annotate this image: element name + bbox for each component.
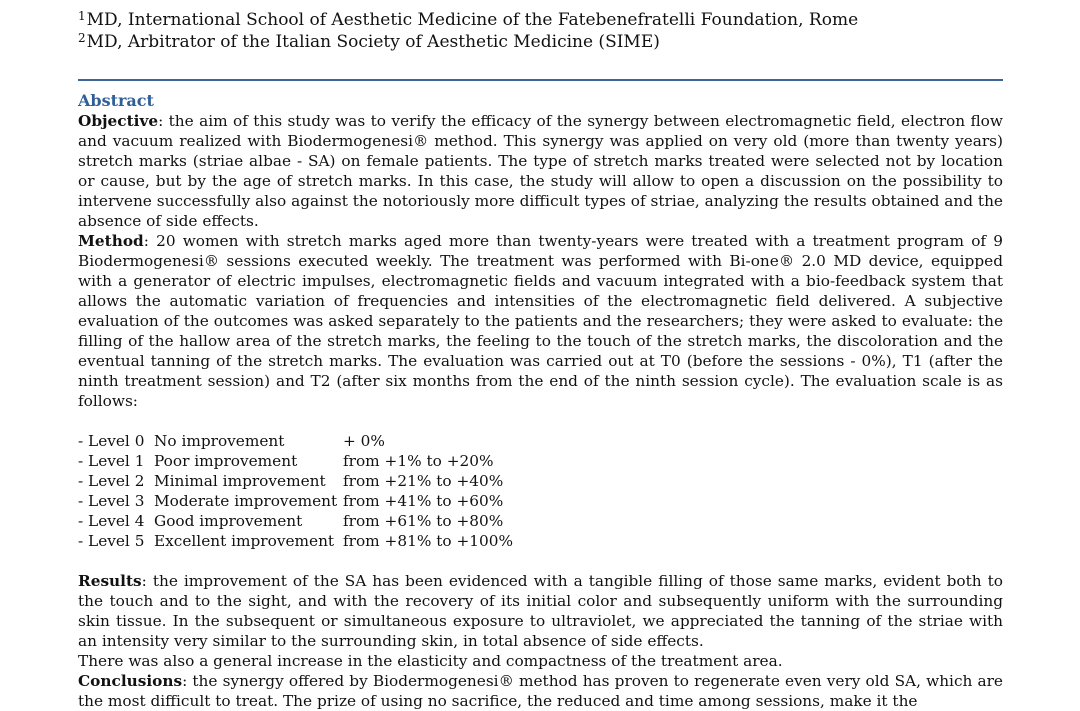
level-cell: - Level 2 — [78, 472, 145, 490]
affiliation-text: MD, Arbitrator of the Italian Society of Aesthetic Medicine (SIME) — [86, 32, 660, 52]
affiliation-2 — [78, 28, 660, 53]
conclusions-text: : the synergy offered by Biodermogenesi® method has proven to regenerate even very old SA, which are the most difficult to treat. The prize of using no sacrifice, the reduced and time among sessions, make it the — [78, 672, 1003, 710]
section-divider — [78, 79, 1003, 81]
conclusions-label: Conclusions — [78, 672, 183, 690]
description-cell: Good improvement — [154, 512, 303, 530]
method-paragraph — [78, 231, 1003, 411]
range-cell: from +61% to +80% — [343, 512, 504, 530]
affiliation-marker: 2 — [78, 31, 86, 45]
table-row — [78, 491, 513, 511]
objective-text: : the aim of this study was to verify the efficacy of the synergy between electromagnetic field, electron flow and vacuum realized with Biodermogenesi® method. This synergy was applied on very old (more than twenty years) stretch marks (striae albae - SA) on female patients. The type of stretch marks treated were selected not by location or cause, but by the age of stretch marks. In this case, the study will allow to open a discussion on the possibility to intervene successfully also against the notoriously more difficult types of striae, analyzing the results obtained and the absence of side effects. — [78, 112, 1003, 230]
results-label: Results — [78, 572, 142, 590]
affiliation-text: MD, International School of Aesthetic Medicine of the Fatebenefratelli Foundation, Rome — [86, 10, 859, 30]
description-cell: Excellent improvement — [154, 532, 335, 550]
affiliation-marker: 1 — [78, 9, 86, 23]
description-cell: Moderate improvement — [154, 492, 338, 510]
conclusions-paragraph — [78, 671, 1003, 711]
abstract-heading: Abstract — [78, 91, 154, 110]
table-row — [78, 471, 513, 491]
results-extra-paragraph: There was also a general increase in the elasticity and compactness of the treatment area. — [78, 652, 783, 670]
table-row — [78, 511, 513, 531]
level-cell: - Level 3 — [78, 492, 145, 510]
method-text: : 20 women with stretch marks aged more than twenty-years were treated with a treatment program of 9 Biodermogenesi® sessions executed weekly. The treatment was performed with Bi-one® 2.0 MD device, equipped with a generator of electric impulses, electromagnetic fields and vacuum integrated with a bio-feedback system that allows the automatic variation of frequencies and intensities of the electromagnetic field delivered. A subjective evaluation of the outcomes was asked separately to the patients and the researchers; they were asked to evaluate: the filling of the hallow area of the stretch marks, the feeling to the touch of the stretch marks, the discoloration and the eventual tanning of the stretch marks. The evaluation was carried out at T0 (before the sessions - 0%), T1 (after the ninth treatment session) and T2 (after six months from the end of the ninth session cycle). The evaluation scale is as follows: — [78, 232, 1003, 410]
range-cell: + 0% — [343, 432, 385, 450]
description-cell: No improvement — [154, 432, 285, 450]
level-cell: - Level 1 — [78, 452, 145, 470]
objective-paragraph — [78, 111, 1003, 231]
description-cell: Minimal improvement — [154, 472, 326, 490]
level-cell: - Level 0 — [78, 432, 145, 450]
abstract-section — [78, 91, 1003, 711]
level-cell: - Level 5 — [78, 532, 145, 550]
table-row — [78, 531, 513, 551]
range-cell: from +1% to +20% — [343, 452, 494, 470]
method-label: Method — [78, 232, 144, 250]
results-paragraph — [78, 571, 1003, 651]
objective-label: Objective — [78, 112, 159, 130]
spacer — [78, 551, 1003, 571]
spacer — [78, 411, 1003, 431]
results-text: : the improvement of the SA has been evidenced with a tangible filling of those same marks, evident both to the touch and to the sight, and with the recovery of its initial color and subsequently uniform with the surrounding skin tissue. In the subsequent or simultaneous exposure to ultraviolet, we appreciated the tanning of the striae with an intensity very similar to the surrounding skin, in total absence of side effects. — [78, 572, 1003, 650]
description-cell: Poor improvement — [154, 452, 298, 470]
range-cell: from +21% to +40% — [343, 472, 504, 490]
level-cell: - Level 4 — [78, 512, 145, 530]
range-cell: from +81% to +100% — [343, 532, 513, 550]
table-row — [78, 431, 513, 451]
range-cell: from +41% to +60% — [343, 492, 504, 510]
evaluation-scale-table — [78, 431, 513, 551]
table-row — [78, 451, 513, 471]
